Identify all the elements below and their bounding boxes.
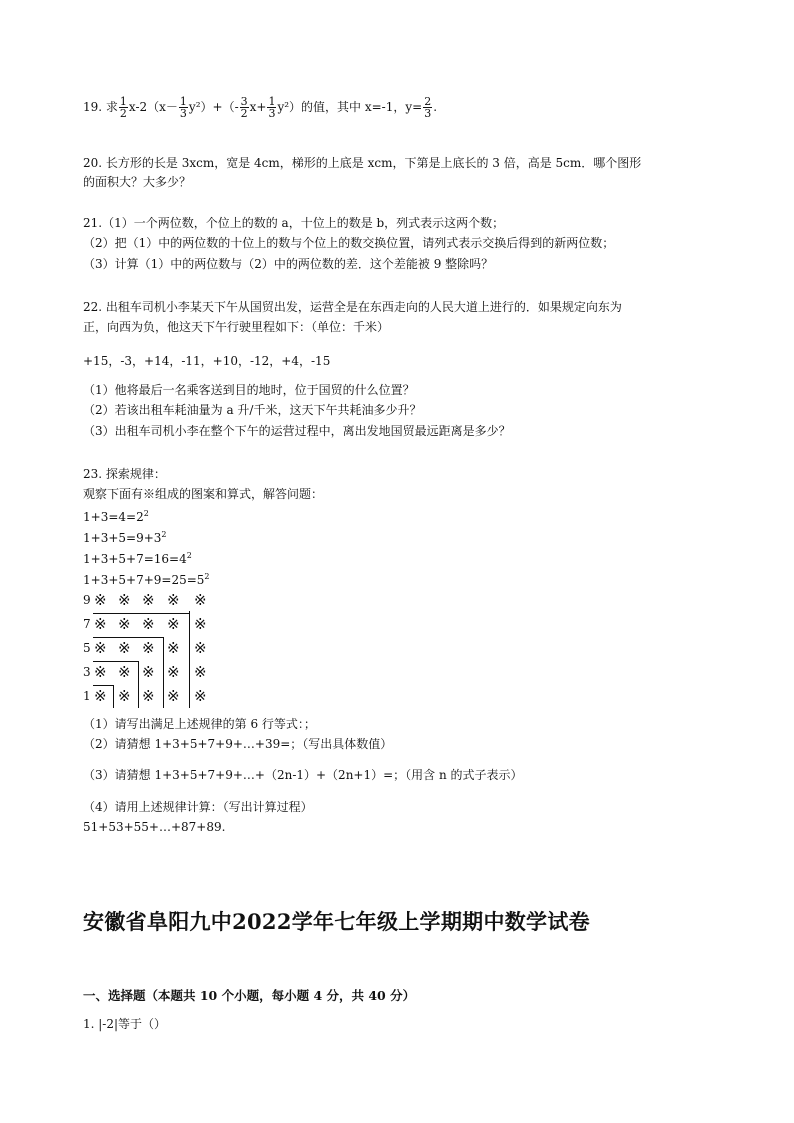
q23-sub-1: （1）请写出满足上述规律的第 6 行等式：；: [83, 717, 316, 731]
q21-line-2: （2）把（1）中的两位数的十位上的数与个位上的数交换位置，请列式表示交换后得到的新两位数；: [83, 236, 615, 250]
row-label-7: 7: [83, 617, 91, 631]
q23-intro: 观察下面有※组成的图案和算式，解答问题：: [83, 487, 324, 501]
fraction-1-3: $\frac{1}{3}$: [179, 95, 187, 120]
mark-symbol: ※: [118, 663, 131, 681]
mark-symbol: ※: [118, 639, 131, 657]
mark-symbol: ※: [194, 663, 207, 681]
mark-symbol: ※: [94, 615, 107, 633]
mark-symbol: ※: [194, 615, 207, 633]
q21-line-3: （3）计算（1）中的两位数与（2）中的两位数的差．这个差能被 9 整除吗？: [83, 257, 494, 271]
section-heading: 一、选择题（本题共 10 个小题，每小题 4 分，共 40 分）: [83, 988, 416, 1003]
mark-symbol: ※: [94, 687, 107, 705]
mark-symbol: ※: [167, 591, 180, 609]
mark-symbol: ※: [167, 639, 180, 657]
fraction-1-3-b: $\frac{1}{3}$: [268, 95, 276, 120]
q23-calc: 51+53+55+…+87+89.: [83, 820, 226, 834]
mark-symbol: ※: [118, 615, 131, 633]
mark-symbol: ※: [142, 615, 155, 633]
mark-symbol: ※: [142, 687, 155, 705]
fraction-1-2: $\frac{1}{2}$: [119, 95, 127, 120]
row-label-1: 1: [83, 689, 91, 703]
fraction-3-2: $\frac{3}{2}$: [240, 95, 248, 120]
mark-symbol: ※: [167, 687, 180, 705]
divider-line: [189, 611, 190, 708]
mark-symbol: ※: [118, 687, 131, 705]
mark-symbol: ※: [142, 591, 155, 609]
q23-sub-2: （2）请猜想 1+3+5+7+9+…+39=；（写出具体数值）: [83, 737, 393, 751]
question-1: 1. |-2|等于（）: [83, 1017, 167, 1031]
divider-line: [93, 685, 113, 686]
q23-sub-4: （4）请用上述规律计算：（写出计算过程）: [83, 800, 313, 814]
q23-equation-2: $1+3+5=9+3^2$: [83, 530, 167, 545]
row-label-9: 9: [83, 593, 91, 607]
divider-line: [93, 613, 189, 614]
q22-data: +15，-3，+14，-11，+10，-12，+4，-15: [83, 354, 331, 368]
divider-line: [93, 637, 163, 638]
mark-symbol: ※: [118, 591, 131, 609]
q22-sub-1: （1）他将最后一名乘客送到目的地时，位于国贸的什么位置？: [83, 383, 415, 397]
mark-symbol: ※: [194, 639, 207, 657]
q23-heading: 23. 探索规律：: [83, 467, 166, 481]
mark-symbol: ※: [194, 591, 207, 609]
mark-symbol: ※: [142, 663, 155, 681]
q22-sub-2: （2）若该出租车耗油量为 a 升/千米，这天下午共耗油多少升？: [83, 403, 422, 417]
fraction-2-3: $\frac{2}{3}$: [424, 95, 432, 120]
q20-line-2: 的面积大？大多少？: [83, 175, 192, 189]
mark-symbol: ※: [94, 639, 107, 657]
divider-line: [113, 685, 114, 708]
divider-line: [138, 661, 139, 708]
mark-symbol: ※: [94, 591, 107, 609]
q22-sub-3: （3）出租车司机小李在整个下午的运营过程中，离出发地国贸最远距离是多少？: [83, 424, 511, 438]
mark-symbol: ※: [194, 687, 207, 705]
divider-line: [93, 661, 138, 662]
row-label-3: 3: [83, 665, 91, 679]
q20-line-1: 20. 长方形的长是 3xcm，宽是 4cm，梯形的上底是 xcm，下第是上底长的 3 倍，高是 5cm．哪个图形: [83, 156, 642, 170]
q22-line-1: 22. 出租车司机小李某天下午从国贸出发，运营全是在东西走向的人民大道上进行的．如果规定向东为: [83, 300, 622, 314]
mark-symbol: ※: [142, 639, 155, 657]
mark-symbol: ※: [167, 615, 180, 633]
q21-line-1: 21.（1）一个两位数，个位上的数的 a，十位上的数是 b，列式表示这两个数；: [83, 216, 505, 230]
mark-symbol: ※: [167, 663, 180, 681]
q23-equation-4: $1+3+5+7+9=25=5^2$: [83, 572, 210, 587]
q23-equation-3: $1+3+5+7=16=4^2$: [83, 551, 192, 566]
row-label-5: 5: [83, 641, 91, 655]
divider-line: [163, 637, 164, 708]
pattern-figure: [83, 590, 218, 708]
q22-line-2: 正，向西为负，他这天下午行驶里程如下：（单位：千米）: [83, 320, 390, 334]
q23-sub-3: （3）请猜想 1+3+5+7+9+…+（2n-1）+（2n+1）=；（用含 n 的式子表示）: [83, 768, 523, 782]
exam-title: 安徽省阜阳九中2022学年七年级上学期期中数学试卷: [83, 909, 590, 934]
q19-prefix: 19. 求: [83, 100, 118, 114]
mark-symbol: ※: [94, 663, 107, 681]
question-19: 19. 求 $\frac{1}{2}$ x-2（x－ $\frac{1}{3}$ y²）+（- $\frac{3}{2}$ x+ $\frac{1}{3}$ y²）的值，其中 x=-1，y= $\frac{2}{3}$ .: [83, 95, 438, 120]
q23-equation-1: $1+3=4=2^2$: [83, 509, 149, 524]
